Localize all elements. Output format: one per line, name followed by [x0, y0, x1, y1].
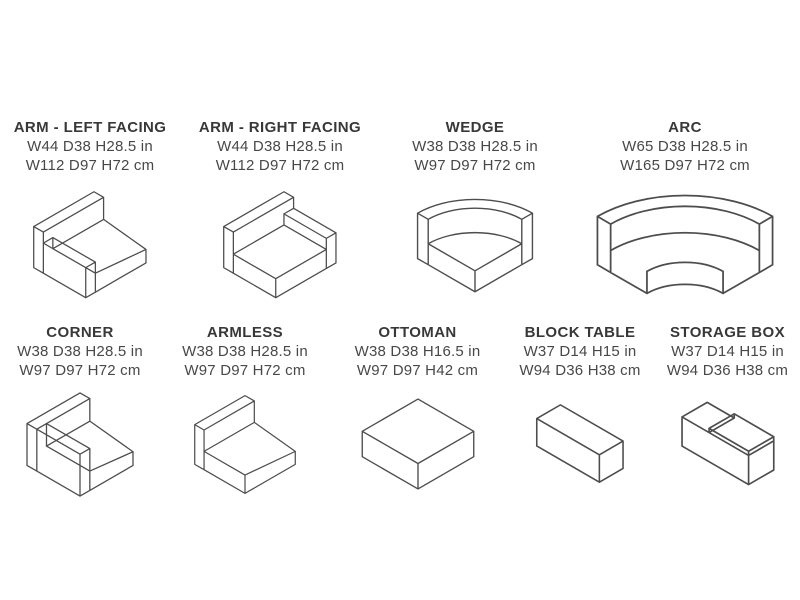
module-dims-cm: W165 D97 H72 cm [620, 157, 750, 174]
module-drawing-box [22, 386, 138, 502]
module-dims-cm: W112 D97 H72 cm [215, 157, 345, 174]
module-label [199, 118, 361, 175]
module-name: ARM - LEFT FACING [13, 119, 167, 136]
module-name: ARM - RIGHT FACING [198, 119, 362, 136]
ottoman-drawing [357, 394, 479, 494]
module-name: OTTOMAN [378, 324, 457, 341]
module-corner [0, 323, 160, 502]
module-armless [160, 323, 330, 502]
module-name: CORNER [46, 324, 114, 341]
module-dims-cm: W97 D97 H42 cm [356, 362, 479, 379]
module-dims-cm: W97 D97 H72 cm [184, 362, 306, 379]
module-name: BLOCK TABLE [524, 324, 636, 341]
module-label [412, 118, 538, 175]
module-label [667, 323, 788, 380]
module-arm-left-facing [0, 118, 180, 309]
module-drawing-box [29, 181, 151, 309]
module-dims-in: W38 D38 H28.5 in [412, 138, 538, 155]
module-drawing-box [590, 181, 780, 309]
module-name: WEDGE [445, 119, 505, 136]
spec-row-2 [0, 323, 800, 502]
module-label [17, 323, 143, 380]
module-dims-in: W37 D14 H15 in [523, 343, 637, 360]
arm-right-facing-drawing [219, 187, 341, 304]
module-wedge [380, 118, 570, 309]
module-dims-in: W38 D38 H28.5 in [17, 343, 143, 360]
module-label [14, 118, 167, 175]
module-name: STORAGE BOX [670, 324, 785, 341]
module-label [355, 323, 481, 380]
spec-row-1 [0, 118, 800, 309]
module-dims-cm: W94 D36 H38 cm [666, 362, 789, 379]
armless-drawing [190, 391, 300, 498]
arc-drawing [590, 190, 780, 300]
module-name: ARC [668, 119, 702, 136]
block-table-drawing [531, 399, 629, 489]
module-drawing-box [676, 386, 780, 502]
storage-box-drawing [676, 396, 780, 492]
module-dims-cm: W112 D97 H72 cm [25, 157, 155, 174]
module-label [519, 323, 640, 380]
module-name: ARMLESS [206, 324, 284, 341]
module-arc [570, 118, 800, 309]
module-drawing-box [219, 181, 341, 309]
module-dims-in: W37 D14 H15 in [671, 343, 784, 360]
wedge-drawing [412, 194, 538, 297]
module-block-table [505, 323, 655, 502]
module-arm-right-facing [180, 118, 380, 309]
module-drawing-box [190, 386, 300, 502]
module-drawing-box [357, 386, 479, 502]
module-dims-in: W44 D38 H28.5 in [27, 138, 153, 155]
corner-drawing [22, 388, 138, 501]
module-ottoman [330, 323, 505, 502]
module-drawing-box [531, 386, 629, 502]
module-label [620, 118, 750, 175]
module-dims-cm: W97 D97 H72 cm [414, 157, 536, 174]
arm-left-facing-drawing [29, 187, 151, 304]
module-label [182, 323, 308, 380]
module-dims-in: W38 D38 H16.5 in [354, 343, 481, 360]
module-storage-box [655, 323, 800, 502]
module-dims-in: W44 D38 H28.5 in [217, 138, 343, 155]
module-dims-cm: W97 D97 H72 cm [19, 362, 141, 379]
module-dims-in: W38 D38 H28.5 in [182, 343, 308, 360]
module-dims-cm: W94 D36 H38 cm [519, 362, 641, 379]
module-drawing-box [412, 181, 538, 309]
module-dims-in: W65 D38 H28.5 in [622, 138, 748, 155]
